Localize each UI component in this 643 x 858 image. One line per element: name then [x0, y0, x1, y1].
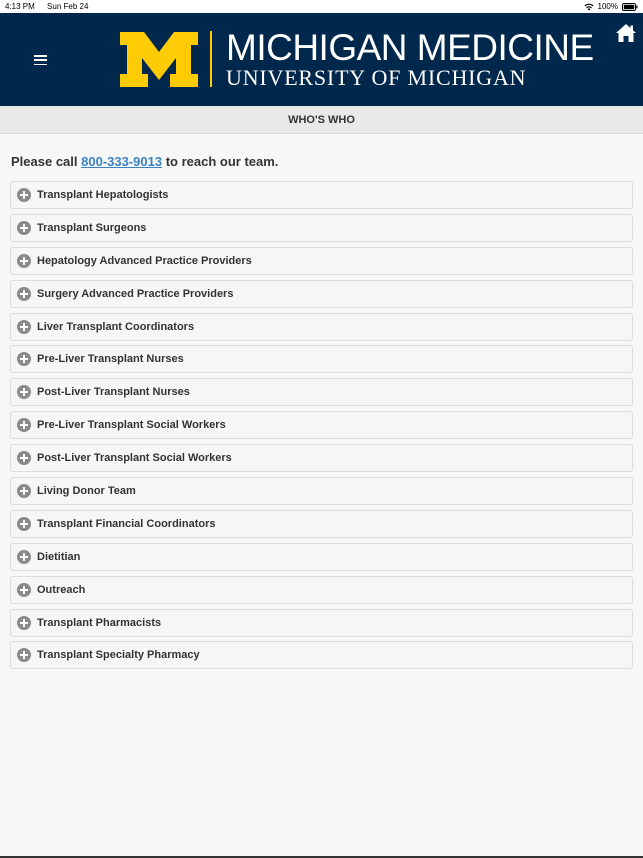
wifi-icon	[584, 3, 594, 11]
michigan-medicine-logo	[120, 29, 594, 89]
home-icon[interactable]	[615, 23, 637, 43]
menu-icon[interactable]	[34, 55, 47, 65]
accordion-item[interactable]	[10, 313, 633, 341]
accordion-item-label: Surgery Advanced Practice Providers	[37, 287, 234, 300]
block-m-icon	[120, 32, 198, 87]
status-bar	[0, 0, 643, 13]
accordion-item-label: Liver Transplant Coordinators	[37, 320, 195, 333]
accordion-item[interactable]	[10, 543, 633, 571]
app-header	[0, 13, 643, 106]
accordion-item[interactable]	[10, 411, 633, 439]
accordion-item[interactable]	[10, 576, 633, 604]
plus-circle-icon	[17, 320, 31, 334]
accordion-item-label: Transplant Hepatologists	[37, 189, 169, 201]
plus-circle-icon	[17, 287, 31, 301]
accordion-item[interactable]	[10, 214, 633, 242]
accordion-item[interactable]	[10, 609, 633, 637]
accordion-list	[10, 181, 633, 669]
plus-circle-icon	[17, 616, 31, 630]
plus-circle-icon	[17, 484, 31, 498]
logo-subtitle: UNIVERSITY OF MICHIGAN	[226, 65, 527, 90]
plus-circle-icon	[17, 221, 31, 235]
accordion-item-label: Pre-Liver Transplant Nurses	[37, 353, 184, 366]
accordion-item[interactable]	[10, 345, 633, 373]
accordion-item-label: Transplant Financial Coordinators	[37, 517, 216, 530]
status-right	[584, 2, 638, 11]
accordion-item-label: Post-Liver Transplant Social Workers	[37, 452, 232, 465]
accordion-item[interactable]	[10, 378, 633, 406]
status-left	[5, 2, 98, 11]
logo-title: MICHIGAN MEDICINE	[226, 27, 594, 68]
call-suffix: to reach our team.	[162, 154, 279, 169]
accordion-item[interactable]	[10, 280, 633, 308]
plus-circle-icon	[17, 451, 31, 465]
plus-circle-icon	[17, 648, 31, 662]
accordion-item[interactable]	[10, 247, 633, 275]
page-title: WHO'S WHO	[0, 106, 643, 134]
call-instructions	[10, 154, 633, 169]
accordion-item-label: Outreach	[37, 583, 86, 596]
plus-circle-icon	[17, 352, 31, 366]
accordion-item-label: Transplant Surgeons	[37, 221, 147, 234]
plus-circle-icon	[17, 550, 31, 564]
accordion-item-label: Post-Liver Transplant Nurses	[37, 386, 190, 399]
phone-link[interactable]: 800-333-9013	[81, 154, 163, 169]
accordion-item-label: Pre-Liver Transplant Social Workers	[37, 419, 226, 432]
accordion-item[interactable]	[10, 444, 633, 472]
status-date: Sun Feb 24	[47, 2, 89, 11]
accordion-item[interactable]	[10, 477, 633, 505]
accordion-item-label: Transplant Pharmacists	[37, 616, 162, 629]
accordion-item[interactable]	[10, 641, 633, 669]
plus-circle-icon	[17, 517, 31, 531]
accordion-item-label: Dietitian	[37, 550, 81, 563]
plus-circle-icon	[17, 188, 31, 202]
plus-circle-icon	[17, 583, 31, 597]
main-content	[0, 134, 643, 669]
status-time: 4:13 PM	[5, 2, 35, 11]
plus-circle-icon	[17, 418, 31, 432]
call-prefix: Please call	[11, 154, 82, 169]
logo-divider	[210, 31, 212, 87]
plus-circle-icon	[17, 254, 31, 268]
accordion-item-label: Living Donor Team	[37, 485, 136, 498]
accordion-item[interactable]	[10, 510, 633, 538]
accordion-item-label: Transplant Specialty Pharmacy	[37, 649, 200, 662]
plus-circle-icon	[17, 385, 31, 399]
battery-percent: 100%	[597, 2, 618, 11]
accordion-item[interactable]	[10, 181, 633, 209]
logo-text	[226, 29, 594, 89]
accordion-item-label: Hepatology Advanced Practice Providers	[37, 254, 252, 267]
battery-icon	[622, 3, 638, 11]
